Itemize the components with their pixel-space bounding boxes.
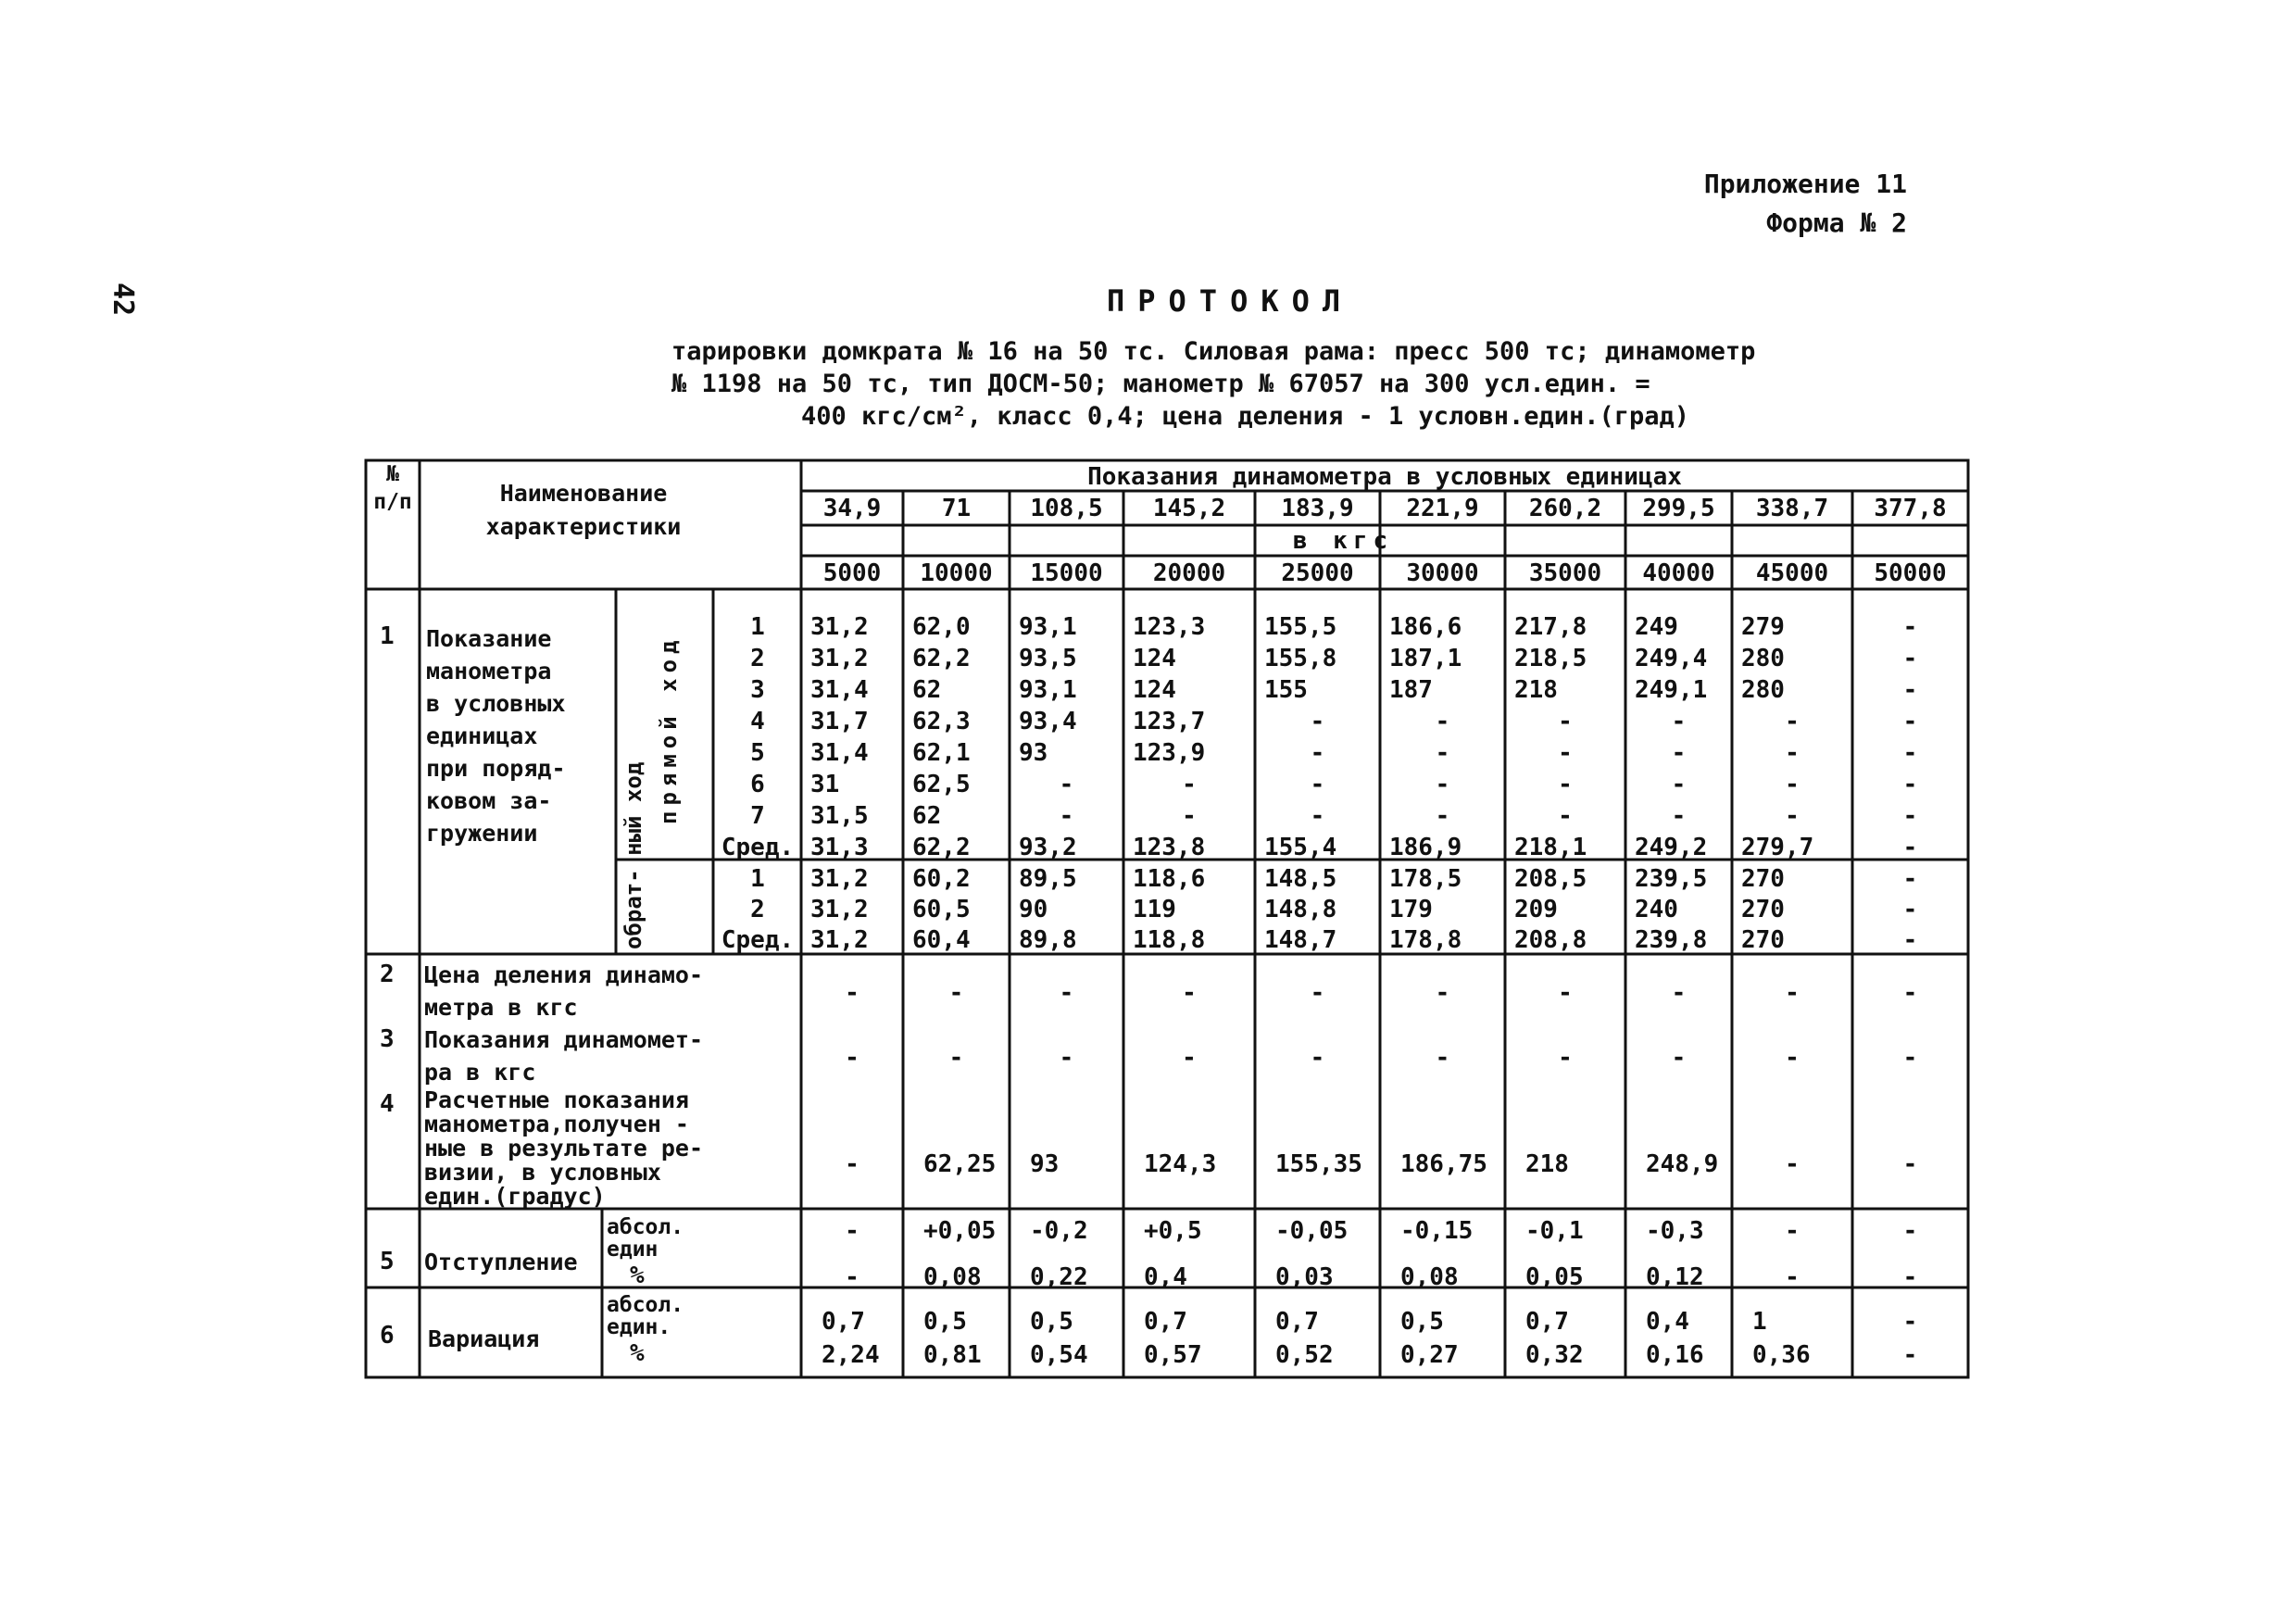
forward-cell: 31,4	[810, 739, 869, 767]
forward-cell: -	[1435, 739, 1450, 767]
forward-cell: 187,1	[1389, 645, 1462, 672]
forward-cell: 155,4	[1264, 834, 1337, 861]
reverse-cell: 60,2	[912, 865, 971, 893]
row3-cell: -	[1059, 1044, 1074, 1072]
row5-pct-cell: -	[1785, 1263, 1800, 1291]
forward-cell: 249,4	[1635, 645, 1708, 672]
row3-cell: -	[1902, 1044, 1918, 1072]
reverse-cell: 60,5	[912, 896, 971, 923]
row6-abs-cell: 0,7	[822, 1308, 865, 1336]
forward-cell: 249,2	[1635, 834, 1708, 861]
row1-name: Показание манометра в условных единицах при поряд- ковом за- гружении	[426, 625, 566, 847]
reverse-index: Сред.	[721, 926, 795, 954]
forward-cell: -	[1558, 771, 1573, 798]
kgs-value: 45000	[1755, 559, 1829, 587]
forward-cell: -	[1902, 708, 1918, 735]
reverse-cell: 208,5	[1514, 865, 1587, 893]
row6-abs-cell: 0,5	[923, 1308, 967, 1336]
row4-name: Расчетные показания манометра,получен - ные в результате ре- визии, в условных един.(градус)	[424, 1086, 704, 1210]
reverse-cell: 119	[1133, 896, 1176, 923]
reverse-label: обрат- ный ход	[621, 761, 646, 949]
row6-pct-cell: 0,27	[1400, 1341, 1459, 1369]
row3-cell: -	[1182, 1044, 1197, 1072]
subtitle-line-2: № 1198 на 50 тс, тип ДОСМ-50; манометр № 67057 на 300 усл.един. =	[671, 370, 1650, 398]
forward-cell: 186,6	[1389, 613, 1462, 641]
reverse-cell: -	[1902, 926, 1918, 954]
forward-cell: -	[1902, 739, 1918, 767]
forward-cell: 279	[1741, 613, 1785, 641]
forward-index: 3	[750, 676, 765, 704]
forward-cell: -	[1310, 708, 1325, 735]
row6-sub-abs: абсол. един.	[607, 1293, 684, 1339]
forward-cell: 280	[1741, 676, 1785, 704]
row6-pct-cell: 0,36	[1752, 1341, 1811, 1369]
reverse-cell: 208,8	[1514, 926, 1587, 954]
forward-cell: -	[1785, 771, 1800, 798]
row6-pct-cell: -	[1902, 1341, 1918, 1369]
unit-value: 221,9	[1406, 495, 1479, 522]
reverse-cell: 178,8	[1389, 926, 1462, 954]
forward-cell: -	[1671, 708, 1687, 735]
reverse-cell: 179	[1389, 896, 1433, 923]
forward-cell: 217,8	[1514, 613, 1587, 641]
group-header: Показания динамометра в условных единицах	[1087, 463, 1682, 491]
row4-cell: -	[845, 1150, 859, 1178]
row5-name: Отступление	[424, 1249, 578, 1275]
reverse-cell: 89,5	[1019, 865, 1077, 893]
reverse-index: 1	[750, 865, 765, 893]
kgs-value: 20000	[1152, 559, 1226, 587]
forward-cell: 123,9	[1133, 739, 1206, 767]
reverse-cell: 31,2	[810, 896, 869, 923]
row5-abs-cell: -0,3	[1646, 1217, 1704, 1245]
reverse-cell: 239,5	[1635, 865, 1708, 893]
row5-abs-cell: -	[1902, 1217, 1918, 1245]
row6-abs-cell: 0,5	[1400, 1308, 1444, 1336]
num-header: № п/п	[373, 462, 412, 514]
reverse-cell: 209	[1514, 896, 1558, 923]
unit-value: 71	[941, 495, 972, 522]
row6-abs-cell: 0,7	[1525, 1308, 1569, 1336]
row6-num: 6	[380, 1322, 395, 1350]
reverse-cell: 60,4	[912, 926, 971, 954]
forward-cell: 93,2	[1019, 834, 1077, 861]
row5-abs-cell: -0,05	[1275, 1217, 1349, 1245]
forward-cell: -	[1902, 834, 1918, 861]
reverse-cell: -	[1902, 865, 1918, 893]
forward-cell: 31	[810, 771, 840, 798]
row2-cell: -	[948, 979, 964, 1007]
page-number: 42	[107, 283, 139, 317]
forward-cell: 31,3	[810, 834, 869, 861]
forward-cell: -	[1902, 645, 1918, 672]
forward-cell: -	[1902, 802, 1918, 830]
reverse-cell: 270	[1741, 926, 1785, 954]
forward-cell: 123,8	[1133, 834, 1206, 861]
forward-cell: -	[1785, 802, 1800, 830]
row4-cell: -	[1785, 1150, 1800, 1178]
forward-cell: -	[1435, 708, 1450, 735]
forward-cell: 155	[1264, 676, 1308, 704]
row4-num: 4	[380, 1090, 395, 1118]
row4-cell: 124,3	[1144, 1150, 1217, 1178]
forward-cell: 218,1	[1514, 834, 1587, 861]
row6-pct-cell: 0,52	[1275, 1341, 1334, 1369]
reverse-index: 2	[750, 896, 765, 923]
row6-sub-pct: %	[630, 1339, 645, 1367]
row2-cell: -	[1785, 979, 1800, 1007]
row6-abs-cell: 1	[1752, 1308, 1767, 1336]
forward-cell: 62,3	[912, 708, 971, 735]
row4-cell: 93	[1030, 1150, 1060, 1178]
reverse-cell: 118,6	[1133, 865, 1206, 893]
row2-cell: -	[1435, 979, 1450, 1007]
reverse-cell: 270	[1741, 896, 1785, 923]
row5-abs-cell: -	[1785, 1217, 1800, 1245]
row2-num: 2	[380, 961, 395, 988]
forward-cell: 93,4	[1019, 708, 1077, 735]
unit-value: 377,8	[1874, 495, 1947, 522]
reverse-cell: 31,2	[810, 926, 869, 954]
subtitle-line-3: 400 кгс/см², класс 0,4; цена деления - 1 условн.един.(град)	[801, 402, 1690, 431]
forward-cell: 62,1	[912, 739, 971, 767]
name-header: Наименование характеристики	[485, 480, 682, 540]
forward-cell: 187	[1389, 676, 1433, 704]
row2-cell: -	[1310, 979, 1325, 1007]
reverse-cell: 118,8	[1133, 926, 1206, 954]
forward-cell: 62,2	[912, 834, 971, 861]
row5-abs-cell: -0,15	[1400, 1217, 1474, 1245]
reverse-cell: 90	[1019, 896, 1048, 923]
row3-cell: -	[1310, 1044, 1325, 1072]
row5-abs-cell: +0,5	[1144, 1217, 1202, 1245]
forward-cell: -	[1059, 802, 1074, 830]
forward-cell: -	[1902, 613, 1918, 641]
forward-cell: 123,7	[1133, 708, 1206, 735]
forward-cell: 93,5	[1019, 645, 1077, 672]
row6-pct-cell: 0,32	[1525, 1341, 1584, 1369]
forward-cell: -	[1182, 802, 1197, 830]
unit-value: 260,2	[1528, 495, 1602, 522]
forward-cell: -	[1902, 676, 1918, 704]
row6-pct-cell: 0,57	[1144, 1341, 1202, 1369]
forward-cell: -	[1059, 771, 1074, 798]
forward-index: 4	[750, 708, 765, 735]
row5-sub-pct: %	[630, 1262, 645, 1289]
forward-cell: 124	[1133, 676, 1176, 704]
unit-value: 338,7	[1755, 495, 1829, 522]
row3-cell: -	[1558, 1044, 1573, 1072]
unit-value: 183,9	[1281, 495, 1354, 522]
row2-cell: -	[1059, 979, 1074, 1007]
forward-index: 7	[750, 802, 765, 830]
forward-cell: -	[1671, 802, 1687, 830]
forward-cell: 279,7	[1741, 834, 1814, 861]
forward-cell: 218	[1514, 676, 1558, 704]
row3-cell: -	[845, 1044, 859, 1072]
row4-cell: 218	[1525, 1150, 1569, 1178]
forward-cell: 31,4	[810, 676, 869, 704]
forward-cell: 31,2	[810, 613, 869, 641]
forward-index: 6	[750, 771, 765, 798]
forward-index: 2	[750, 645, 765, 672]
row5-abs-cell: -0,2	[1030, 1217, 1088, 1245]
forward-cell: -	[1785, 708, 1800, 735]
forward-cell: 62,2	[912, 645, 971, 672]
forward-index: 5	[750, 739, 765, 767]
forward-cell: -	[1671, 739, 1687, 767]
forward-cell: 249,1	[1635, 676, 1708, 704]
forward-cell: 186,9	[1389, 834, 1462, 861]
row4-cell: 248,9	[1646, 1150, 1719, 1178]
row5-pct-cell: 0,08	[923, 1263, 982, 1291]
forward-cell: 93,1	[1019, 676, 1077, 704]
row2-cell: -	[1182, 979, 1197, 1007]
row1-num: 1	[380, 622, 395, 650]
row6-abs-cell: 0,7	[1144, 1308, 1187, 1336]
row3-num: 3	[380, 1025, 395, 1053]
row4-cell: 155,35	[1275, 1150, 1362, 1178]
row5-abs-cell: -	[845, 1217, 859, 1245]
row3-cell: -	[1435, 1044, 1450, 1072]
forward-index: 1	[750, 613, 765, 641]
reverse-cell: 148,7	[1264, 926, 1337, 954]
forward-cell: -	[1785, 739, 1800, 767]
reverse-cell: 148,8	[1264, 896, 1337, 923]
kgs-value: 5000	[822, 559, 882, 587]
kgs-value: 50000	[1874, 559, 1947, 587]
row3-cell: -	[948, 1044, 964, 1072]
row5-pct-cell: 0,08	[1400, 1263, 1459, 1291]
unit-value: 299,5	[1642, 495, 1715, 522]
forward-cell: -	[1182, 771, 1197, 798]
forward-cell: 62,5	[912, 771, 971, 798]
row2-cell: -	[1902, 979, 1918, 1007]
kgs-value: 10000	[920, 559, 993, 587]
forward-cell: 123,3	[1133, 613, 1206, 641]
forward-cell: -	[1310, 771, 1325, 798]
forward-cell: 93	[1019, 739, 1048, 767]
reverse-cell: 270	[1741, 865, 1785, 893]
forward-cell: 31,2	[810, 645, 869, 672]
forward-cell: -	[1435, 802, 1450, 830]
forward-cell: 93,1	[1019, 613, 1077, 641]
document-title: ПРОТОКОЛ	[1107, 283, 1354, 319]
forward-cell: 249	[1635, 613, 1678, 641]
forward-cell: -	[1435, 771, 1450, 798]
row2-name: Цена деления динамо- метра в кгс	[424, 961, 704, 1021]
kgs-value: 40000	[1642, 559, 1715, 587]
row2-cell: -	[1558, 979, 1573, 1007]
reverse-cell: 31,2	[810, 865, 869, 893]
row6-abs-cell: 0,4	[1646, 1308, 1689, 1336]
unit-value: 145,2	[1152, 495, 1226, 522]
forward-cell: 31,5	[810, 802, 869, 830]
forward-cell: -	[1671, 771, 1687, 798]
reverse-cell: -	[1902, 896, 1918, 923]
row5-abs-cell: -0,1	[1525, 1217, 1584, 1245]
forward-cell: 31,7	[810, 708, 869, 735]
kgs-value: 15000	[1030, 559, 1103, 587]
reverse-cell: 239,8	[1635, 926, 1708, 954]
forward-cell: 155,8	[1264, 645, 1337, 672]
row6-abs-cell: 0,7	[1275, 1308, 1319, 1336]
row3-cell: -	[1785, 1044, 1800, 1072]
kgs-label: в кгс	[1292, 527, 1394, 555]
row5-pct-cell: -	[1902, 1263, 1918, 1291]
forward-cell: -	[1558, 708, 1573, 735]
forward-cell: -	[1558, 802, 1573, 830]
row5-abs-cell: +0,05	[923, 1217, 997, 1245]
row6-pct-cell: 2,24	[822, 1341, 880, 1369]
reverse-cell: 148,5	[1264, 865, 1337, 893]
row6-abs-cell: -	[1902, 1308, 1918, 1336]
row4-cell: 62,25	[923, 1150, 997, 1178]
forward-cell: -	[1902, 771, 1918, 798]
row5-pct-cell: -	[845, 1263, 859, 1291]
forward-cell: 62	[912, 676, 942, 704]
reverse-cell: 178,5	[1389, 865, 1462, 893]
row5-pct-cell: 0,22	[1030, 1263, 1088, 1291]
forward-cell: 62	[912, 802, 942, 830]
forward-label: прямой ход	[656, 634, 682, 824]
forward-cell: 124	[1133, 645, 1176, 672]
forward-cell: 62,0	[912, 613, 971, 641]
unit-value: 108,5	[1030, 495, 1103, 522]
appendix-line: Приложение 11	[1703, 169, 1907, 199]
kgs-value: 35000	[1528, 559, 1602, 587]
reverse-cell: 89,8	[1019, 926, 1077, 954]
forward-cell: 280	[1741, 645, 1785, 672]
row5-pct-cell: 0,03	[1275, 1263, 1334, 1291]
row6-pct-cell: 0,16	[1646, 1341, 1704, 1369]
forward-cell: -	[1558, 739, 1573, 767]
row4-cell: -	[1902, 1150, 1918, 1178]
row3-name: Показания динамомет- ра в кгс	[424, 1026, 704, 1086]
row6-name: Вариация	[428, 1325, 540, 1352]
reverse-cell: 240	[1635, 896, 1678, 923]
forward-cell: -	[1310, 739, 1325, 767]
forward-cell: 155,5	[1264, 613, 1337, 641]
forward-cell: -	[1310, 802, 1325, 830]
row5-num: 5	[380, 1248, 395, 1275]
row5-pct-cell: 0,4	[1144, 1263, 1187, 1291]
form-number: Форма № 2	[1766, 207, 1907, 238]
row2-cell: -	[845, 979, 859, 1007]
unit-value: 34,9	[822, 495, 882, 522]
row6-pct-cell: 0,54	[1030, 1341, 1088, 1369]
row5-pct-cell: 0,12	[1646, 1263, 1704, 1291]
forward-index: Сред.	[721, 834, 795, 861]
forward-cell: 218,5	[1514, 645, 1587, 672]
subtitle-line-1: тарировки домкрата № 16 на 50 тс. Силовая рама: пресс 500 тс; динамометр	[671, 337, 1756, 366]
row5-sub-abs: абсол. един	[607, 1215, 684, 1262]
row5-pct-cell: 0,05	[1525, 1263, 1584, 1291]
kgs-value: 30000	[1406, 559, 1479, 587]
row4-cell: 186,75	[1400, 1150, 1487, 1178]
kgs-value: 25000	[1281, 559, 1354, 587]
row6-abs-cell: 0,5	[1030, 1308, 1073, 1336]
row6-pct-cell: 0,81	[923, 1341, 982, 1369]
row3-cell: -	[1671, 1044, 1687, 1072]
row2-cell: -	[1671, 979, 1687, 1007]
